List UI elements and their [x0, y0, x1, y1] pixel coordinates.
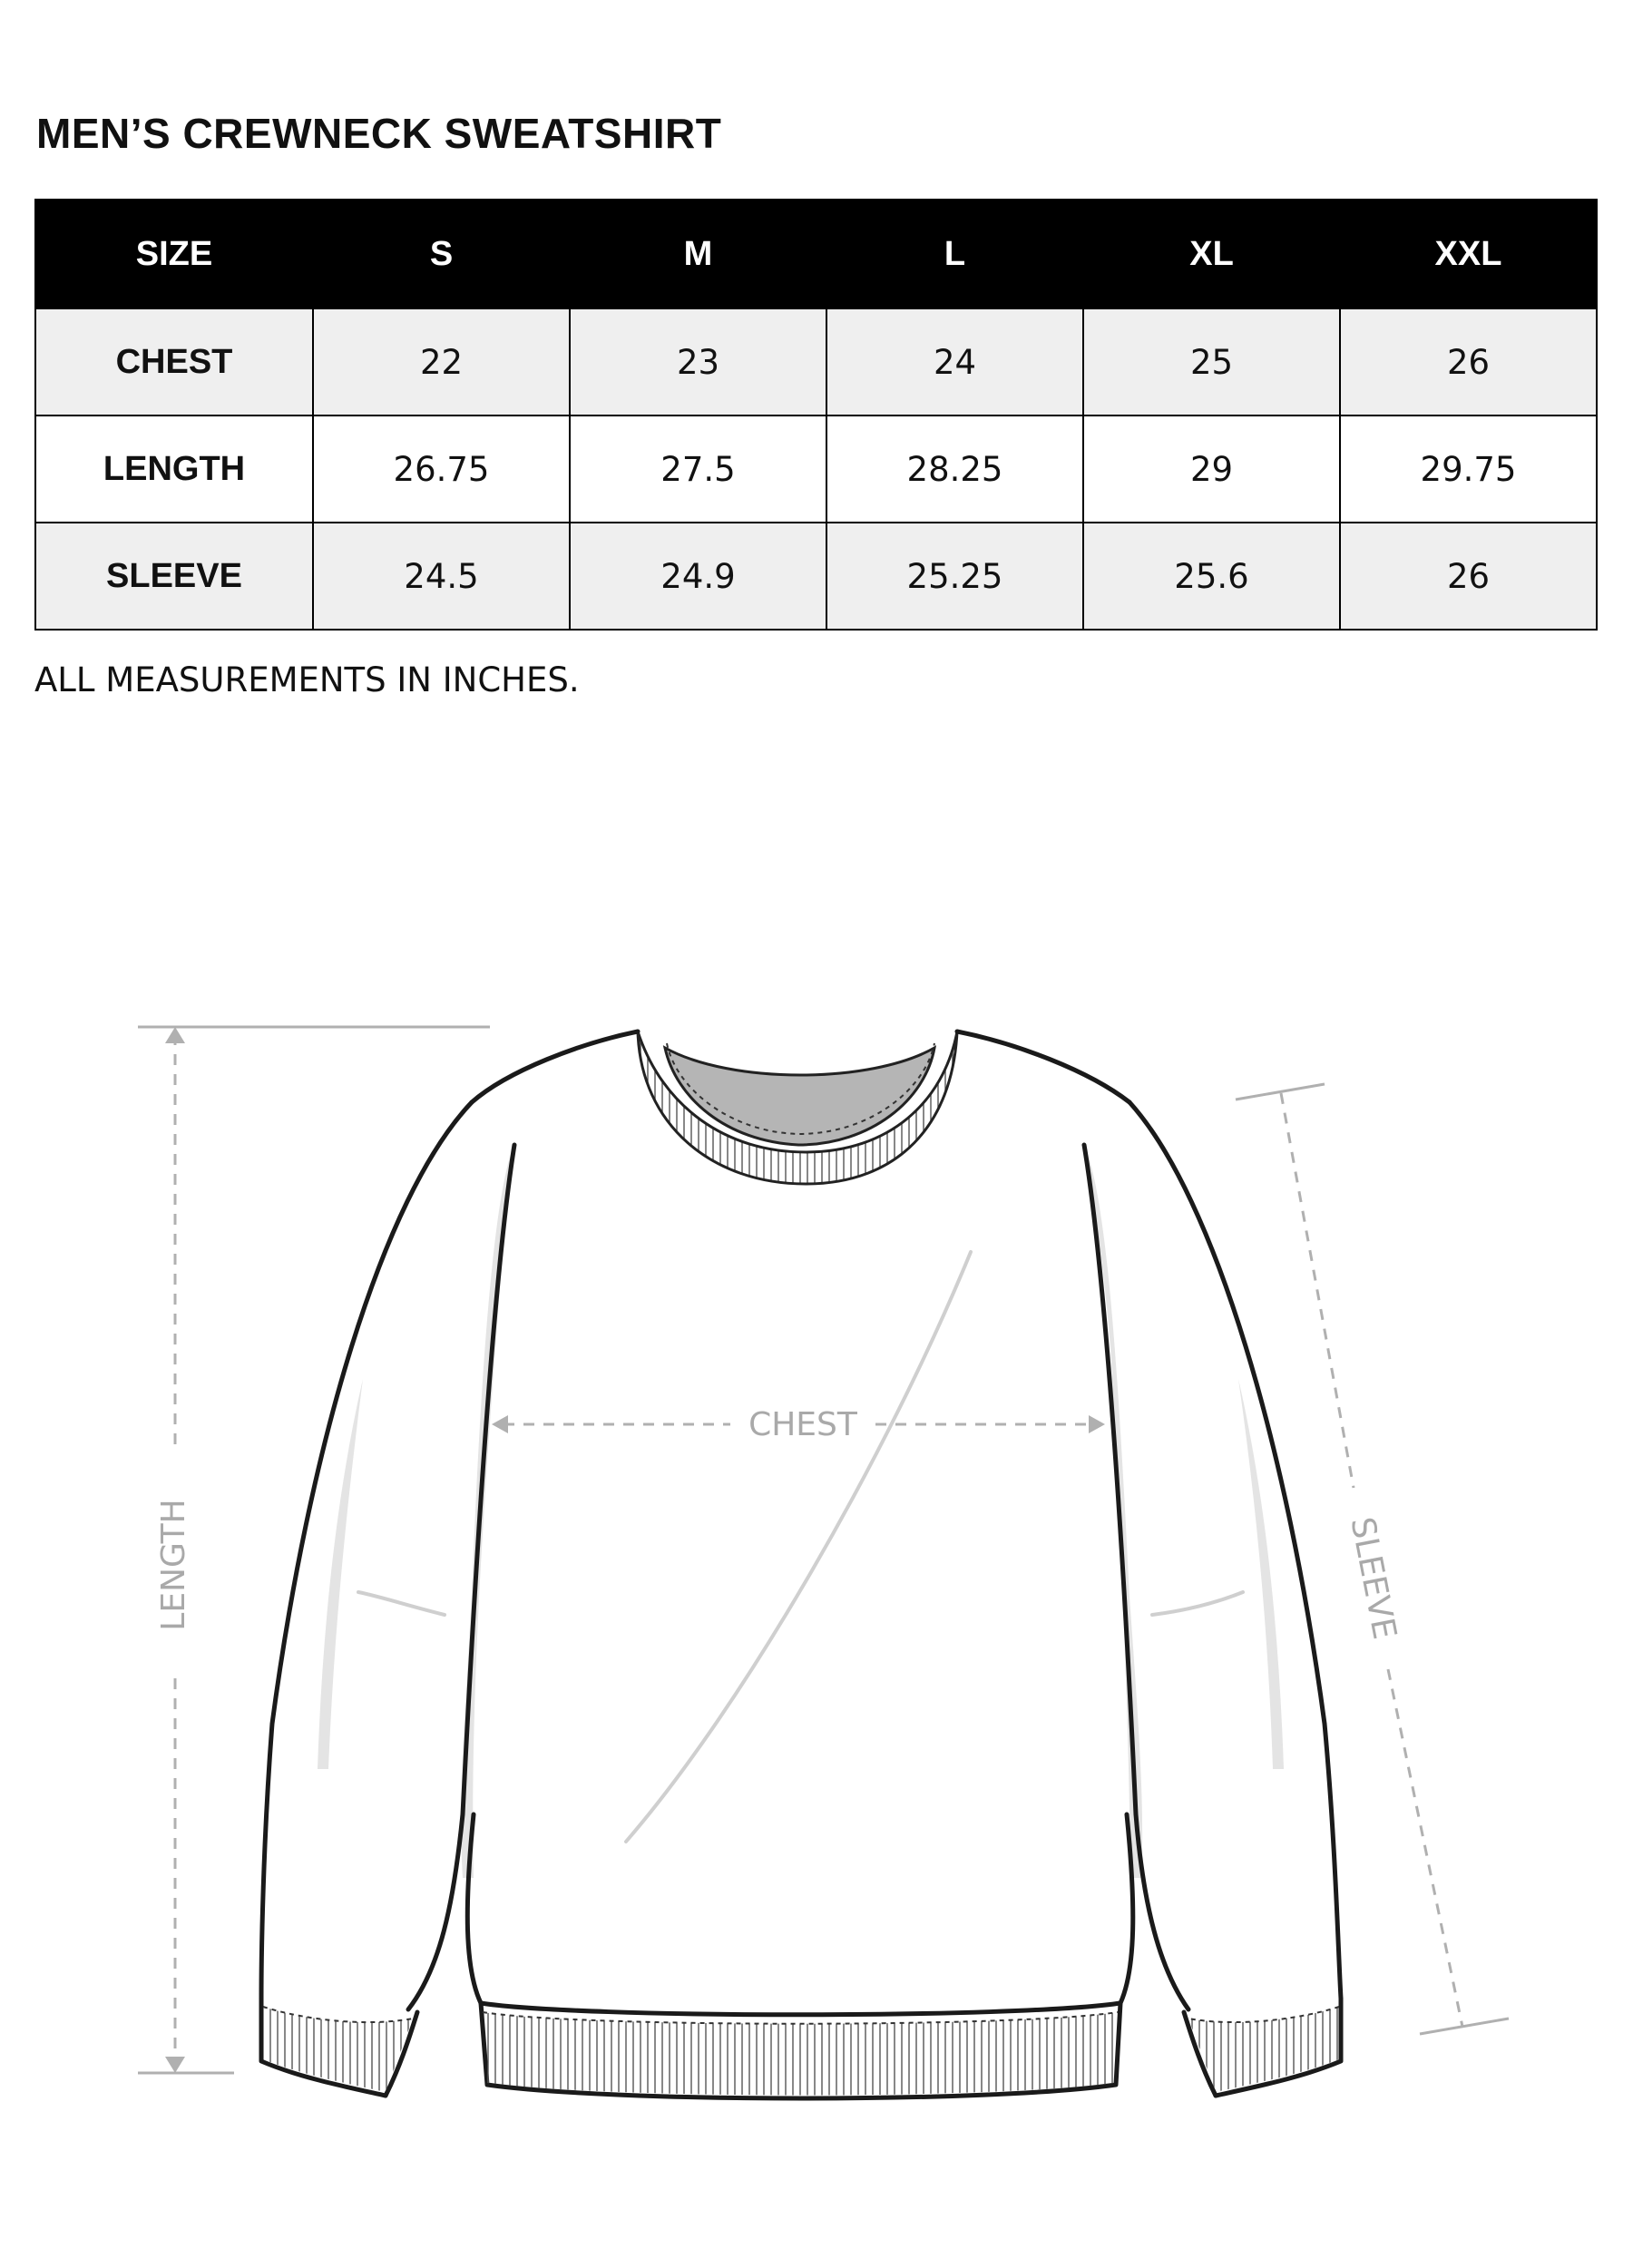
table-cell: 29 [1083, 415, 1340, 523]
row-label-sleeve: SLEEVE [35, 523, 313, 630]
sweatshirt-outline [261, 1031, 1341, 2098]
sleeve-dimension [1236, 1084, 1509, 2034]
table-cell: 24 [826, 308, 1083, 415]
sleeve-label: SLEEVE [1343, 1514, 1403, 1643]
measurement-note: ALL MEASUREMENTS IN INCHES. [34, 660, 580, 699]
row-label-chest: CHEST [35, 308, 313, 415]
table-cell: 29.75 [1340, 415, 1597, 523]
chest-dimension [492, 1406, 1105, 1443]
table-cell: 26.75 [313, 415, 570, 523]
header-s: S [313, 200, 570, 308]
chest-label: CHEST [748, 1406, 857, 1443]
page-title: MEN’S CREWNECK SWEATSHIRT [36, 110, 722, 157]
header-size: SIZE [35, 200, 313, 308]
table-cell: 24.9 [570, 523, 826, 630]
table-row-sleeve [35, 523, 1597, 630]
header-l: L [826, 200, 1083, 308]
rib-bands [263, 2007, 1339, 2096]
length-label: LENGTH [155, 1499, 192, 1631]
table-cell: 28.25 [826, 415, 1083, 523]
sweatshirt-measurement-diagram [0, 953, 1633, 2223]
table-header-row [35, 200, 1597, 308]
table-cell: 25 [1083, 308, 1340, 415]
length-dimension [138, 1027, 490, 2073]
table-cell: 22 [313, 308, 570, 415]
table-cell: 26 [1340, 308, 1597, 415]
body-shading [318, 1145, 1284, 1878]
header-xl: XL [1083, 200, 1340, 308]
table-cell: 25.25 [826, 523, 1083, 630]
table-row-chest [35, 308, 1597, 415]
row-label-length: LENGTH [35, 415, 313, 523]
table-cell: 25.6 [1083, 523, 1340, 630]
table-cell: 24.5 [313, 523, 570, 630]
table-row-length [35, 415, 1597, 523]
table-cell: 23 [570, 308, 826, 415]
header-m: M [570, 200, 826, 308]
table-cell: 27.5 [570, 415, 826, 523]
size-chart-table [34, 199, 1598, 631]
header-xxl: XXL [1340, 200, 1597, 308]
table-cell: 26 [1340, 523, 1597, 630]
